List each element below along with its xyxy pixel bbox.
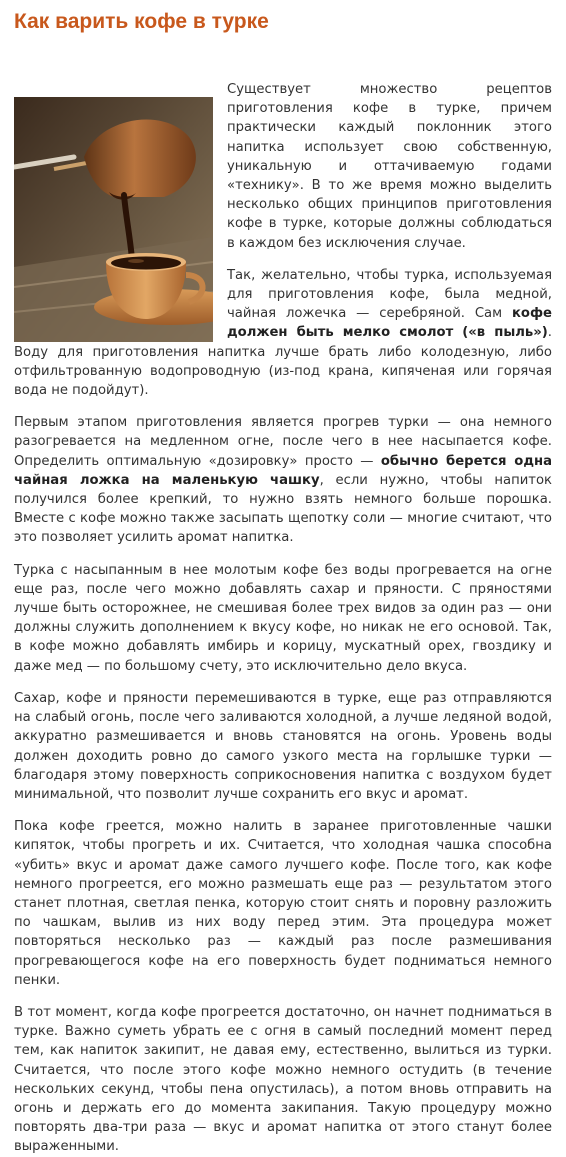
paragraph-equipment-text-end: . Воду для приготовления напитка лучше брать либо колодезную, либо отфильтрованную водопроводную (из-под крана, кипяченая или горячая вода не подойдут). (14, 325, 552, 399)
paragraph-first-step-text: Первым этапом приготовления является прогрев турки — она немного разогревается на медленном огне, после чего в нее насыпается кофе. Определить оптимальную «дозировку» просто — (14, 415, 552, 469)
coffee-pouring-photo (14, 97, 213, 342)
paragraph-boiling: В тот момент, когда кофе прогреется достаточно, он начнет подниматься в турке. Важно суметь убрать ее с огня в самый последний момент перед тем, как напиток закипит, не давая ему, естественно, вылиться из турки. Считается, что после этого кофе можно немного остудить (в течение нескольких секунд, чтобы пена опустилась), а потом вновь отправить на огонь и держать его до момента закипания. Такую процедуру можно повторять два-три раза — вкус и аромат напитка от этого станут более выраженными. (14, 1004, 552, 1155)
paragraph-equipment-text: Так, желательно, чтобы турка, используемая для приготовления кофе, была медной, чайная ложечка — серебряной. Сам (227, 267, 552, 322)
paragraph-first-step (14, 413, 552, 547)
article-title: Как варить кофе в турке (14, 10, 269, 33)
paragraph-water: Сахар, кофе и пряности перемешиваются в турке, еще раз отправляются на слабый огонь, после чего заливаются холодной, а лучше ледяной водой, аккуратно размешивается и вновь становятся на огонь. Уровень воды должен доходить ровно до самого узкого места на горлышке турки — благодаря этому поверхность соприкосновения напитка с воздухом будет минимальной, что позволит лучше сохранить его вкус и аромат. (14, 690, 552, 802)
coffee-pouring-illustration (14, 97, 213, 342)
paragraph-spices: Турка с насыпанным в нее молотым кофе без воды прогревается на огне еще раз, после чего можно добавлять сахар и пряности. С пряностями лучше быть осторожнее, не смешивая более трех видов за один раз — они должны служить дополнением к вкусу кофе, но никак не его основой. Так, в кофе можно добавлять имбирь и корицу, мускатный орех, гвоздику и даже мед — по большому счету, это исключительно дело вкуса. (14, 562, 552, 674)
paragraph-equipment-highlight: кофе должен быть мелко смолот («в пыль») (227, 306, 552, 341)
paragraph-first-step-text-end: , если нужно, чтобы напиток получился более крепкий, то нужно взять немного больше порошка. Вместе с кофе можно также засыпать щепотку соли — многие считают, что это позволяет усилить аромат напитка. (14, 472, 552, 546)
paragraph-intro: Существует множество рецептов приготовления кофе в турке, причем практически каждый поклонник этого напитка использует свою собственную, уникальную и оттачиваемую годами «технику». В то же время можно выделить несколько общих принципов приготовления кофе в турке, которые должны соблюдаться в каждом без исключения случае. (227, 82, 552, 251)
paragraph-foam: Пока кофе греется, можно налить в заранее приготовленные чашки кипяток, чтобы прогреть и их. Считается, что холодная чашка способна «убить» вкус и аромат даже самого лучшего кофе. После того, как кофе немного прогреется, его можно размешать еще раз — результатом этого станет плотная, светлая пенка, которую стоит снять и поровну разложить по чашкам, вылив из них воду перед этим. Эта процедура может повторяться несколько раз — каждый раз после размешивания прогревающегося кофе на его поверхность будет подниматься немного пенки. (14, 819, 552, 988)
paragraph-first-step-highlight: обычно берется одна чайная ложка на маленькую чашку (14, 453, 552, 488)
